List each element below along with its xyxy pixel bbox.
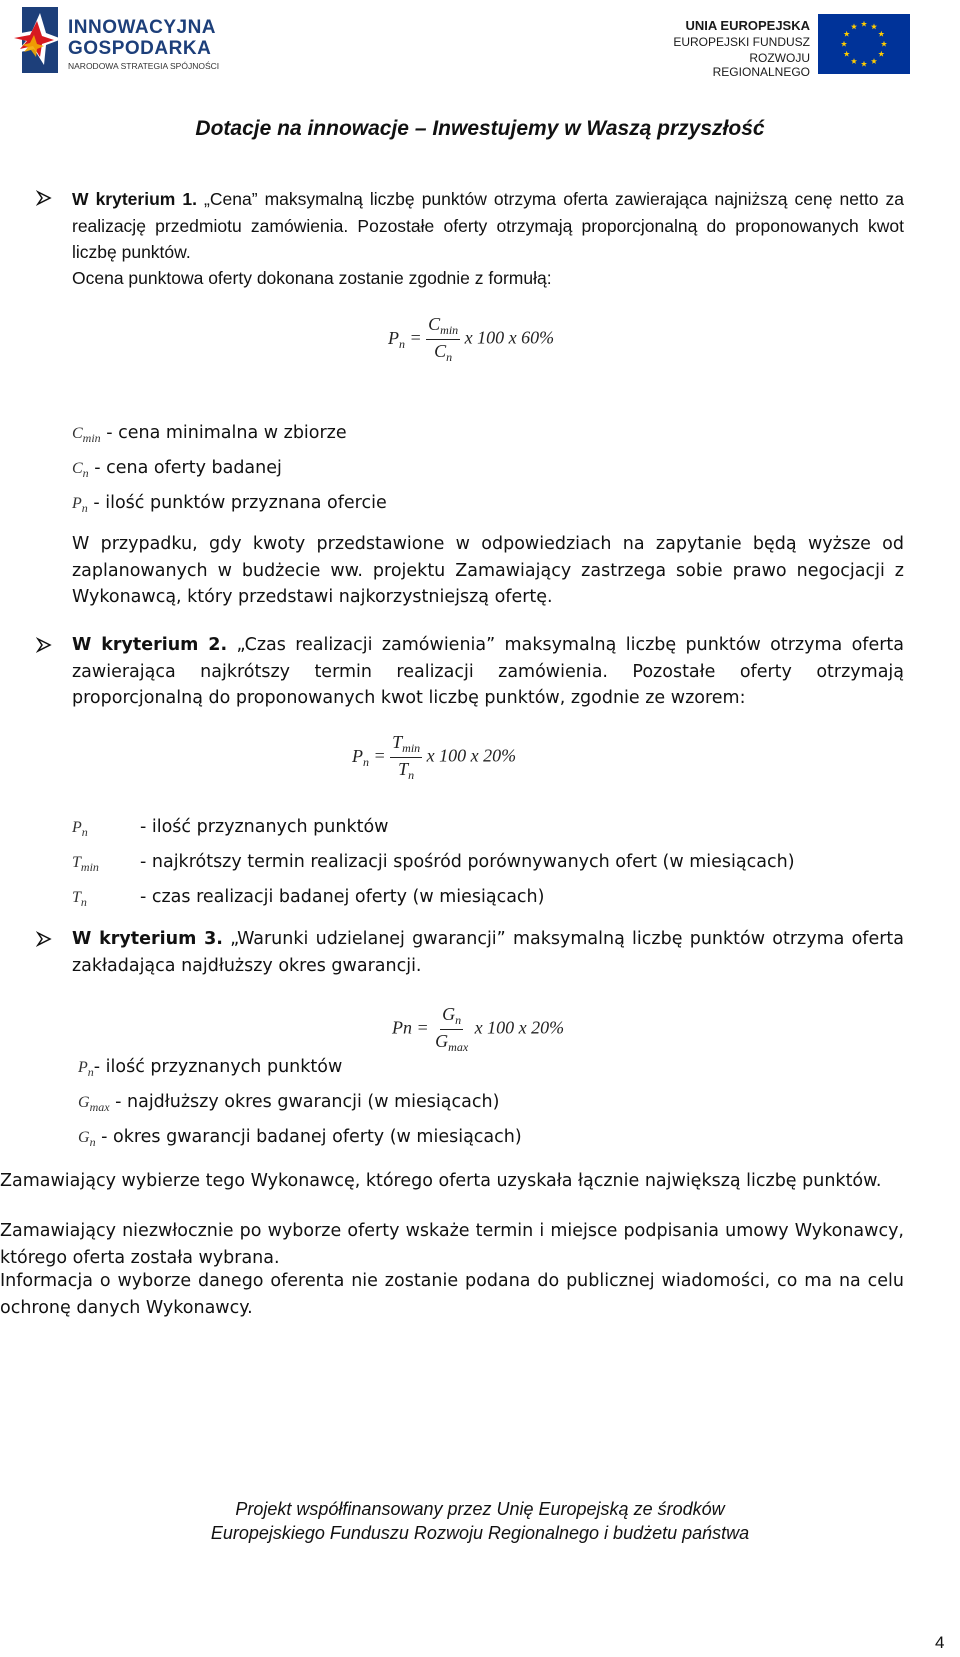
closing-paragraph-2: Zamawiający niezwłocznie po wyborze oferty wskaże termin i miejsce podpisania umowy Wykonawcy, którego oferta została wybrana. bbox=[0, 1221, 904, 1268]
footer bbox=[0, 1497, 960, 1545]
criterion-3-label: W kryterium 3. bbox=[72, 929, 223, 949]
criterion-2-text: „Czas realizacji zamówienia” maksymalną liczbę punktów otrzyma oferta zawierająca najkrótszy termin realizacji zamówienia. Pozostałe oferty otrzymają proporcjonalną do proponowanych kwot liczbę punktów, zgodnie ze wzorem: bbox=[72, 635, 904, 708]
logo-line-3: NARODOWA STRATEGIA SPÓJNOŚCI bbox=[68, 61, 220, 71]
eu-logo bbox=[670, 14, 950, 79]
eu-line-2: EUROPEJSKI FUNDUSZ bbox=[673, 35, 810, 49]
legend-item: $G_n$ - okres gwarancji badanej oferty (w miesiącach) bbox=[78, 1127, 522, 1149]
criterion-1-text: „Cena” maksymalną liczbę punktów otrzyma oferta zawierająca najniższą cenę netto za realizację przedmiotu zamówienia. Pozostałe oferty otrzymają proporcjonalną do proponowanych kwot liczbę punktów. bbox=[72, 189, 904, 262]
footer-line-1: Projekt współfinansowany przez Unię Europejską ze środków bbox=[235, 1499, 725, 1519]
page-number: 4 bbox=[935, 1633, 945, 1652]
arrow-bullet-icon bbox=[36, 190, 52, 210]
legend-item: $T_{min}$ - najkrótszy termin realizacji spośród porównywanych ofert (w miesiącach) bbox=[72, 852, 795, 874]
legend-item: $C_{min}$ - cena minimalna w zbiorze bbox=[72, 423, 347, 445]
legend-item: $C_n$ - cena oferty badanej bbox=[72, 458, 282, 480]
criterion-2-paragraph bbox=[72, 632, 904, 712]
closing-paragraph-3: Informacja o wyborze danego oferenta nie zostanie podana do publicznej wiadomości, co ma na celu ochronę danych Wykonawcy. bbox=[0, 1271, 904, 1318]
innowacyjna-gospodarka-logo bbox=[10, 5, 230, 75]
criterion-2-legend bbox=[72, 812, 795, 917]
criterion-1-label: W kryterium 1. bbox=[72, 189, 197, 209]
star-logo-icon bbox=[10, 5, 62, 75]
criterion-1-paragraph bbox=[72, 186, 904, 266]
logo-line-2: GOSPODARKA bbox=[68, 38, 212, 59]
formula-3: Pn = $\frac{G_n}{G_{max}}$ x 100 x 20% bbox=[392, 1004, 565, 1054]
criterion-1-legend bbox=[72, 418, 387, 523]
formula-3-tail: x 100 x 20% bbox=[474, 1017, 565, 1038]
formula-3-lhs: Pn bbox=[392, 1017, 412, 1038]
page-title: Dotacje na innowacje – Inwestujemy w Waszą przyszłość bbox=[195, 117, 765, 140]
legend-item: $T_n$ - czas realizacji badanej oferty (w miesiącach) bbox=[72, 887, 545, 909]
criterion-2-label: W kryterium 2. bbox=[72, 635, 228, 655]
formula-1-tail: x 100 x 60% bbox=[464, 327, 555, 348]
criterion-3-legend bbox=[78, 1052, 522, 1157]
arrow-bullet-icon bbox=[36, 931, 52, 951]
legend-item: $G_{max}$ - najdłuższy okres gwarancji (w miesiącach) bbox=[78, 1092, 500, 1114]
criterion-3-text: „Warunki udzielanej gwarancji” maksymalną liczbę punktów otrzyma oferta zakładająca najdłuższy okres gwarancji. bbox=[72, 929, 905, 976]
eu-flag-icon bbox=[818, 14, 910, 74]
eu-line-3: ROZWOJU REGIONALNEGO bbox=[712, 51, 810, 79]
logo-line-1: INNOWACYJNA bbox=[68, 17, 217, 38]
criterion-3-paragraph bbox=[72, 926, 904, 979]
eu-line-1: UNIA EUROPEJSKA bbox=[685, 18, 810, 33]
formula-2: $P_n$ = $\frac{T_{min}}{T_n}$ x 100 x 20% bbox=[352, 732, 517, 782]
closing-paragraph-1: Zamawiający wybierze tego Wykonawcę, którego oferta uzyskała łącznie największą liczbę punktów. bbox=[0, 1171, 882, 1191]
formula-1: $P_n$ = $\frac{C_{min}}{C_n}$ x 100 x 60% bbox=[388, 314, 555, 364]
criterion-1-note: W przypadku, gdy kwoty przedstawione w odpowiedziach na zapytanie będą wyższe od zaplanowanych w budżecie ww. projektu Zamawiający zastrzega sobie prawo negocjacji z Wykonawcą, który przedstawi najkorzystniejszą ofertę. bbox=[72, 534, 904, 607]
formula-intro: Ocena punktowa oferty dokonana zostanie zgodnie z formułą: bbox=[72, 268, 552, 288]
legend-item: $P_n-$ ilość przyznanych punktów bbox=[78, 1057, 343, 1079]
arrow-bullet-icon bbox=[36, 637, 52, 657]
footer-line-2: Europejskiego Funduszu Rozwoju Regionalnego i budżetu państwa bbox=[210, 1523, 750, 1543]
formula-2-tail: x 100 x 20% bbox=[426, 745, 517, 766]
legend-item: $P_n$ - ilość punktów przyznana ofercie bbox=[72, 493, 387, 515]
legend-item: $P_n$ - ilość przyznanych punktów bbox=[72, 817, 389, 839]
